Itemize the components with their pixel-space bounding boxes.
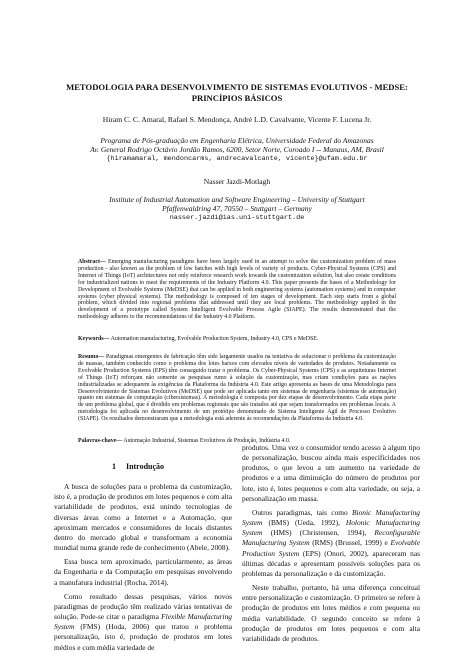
section-heading xyxy=(54,462,232,472)
text-run: Outros paradigmas, tais como xyxy=(252,507,353,517)
text-run: (EPS) (Onori, 2002), apareceram nas últimas décadas e apresentam possíveis soluções para os problemas da personalização e da customização. xyxy=(242,548,420,578)
keywords-text: Automation manufacturing, Evolvable Production System, Industry 4.0, CPS e MeDSE. xyxy=(109,336,319,342)
text-run: (BMS) (Ueda, 1992), xyxy=(262,518,346,528)
affiliation-stuttgart xyxy=(40,195,434,223)
section-number: 1 xyxy=(111,462,116,471)
abstract-label: Abstract— xyxy=(78,259,106,265)
paragraph xyxy=(242,508,420,579)
text-run-italic: Evolvable Production System xyxy=(242,538,420,558)
author-second: Nasser Jazdi-Motlagh xyxy=(203,177,271,186)
affiliation-program: Programa de Pós-graduação em Engenharia Elétrica, Universidade Federal do Amazonas xyxy=(100,136,374,145)
text-run: Como resultado dessas pesquisas, vários novos paradigmas de produção têm realizado várias tentativas de solução. Pode-se citar o paradigma xyxy=(54,591,232,622)
section-title: Introdução xyxy=(125,462,165,471)
text-run-italic: Reconfigurable Manufacturing System xyxy=(242,528,420,548)
text-run-italic: Bionic Manufacturing System xyxy=(242,507,420,528)
title-line-1: METODOLOGIA PARA DESENVOLVIMENTO DE SISTEMAS EVOLUTIVOS - MEDSE: xyxy=(66,82,408,92)
paragraph xyxy=(54,592,232,653)
affiliation-address: Av. General Rodrigo Octávio Jordão Ramos, 6200, Setor Norte, Coroado I -- Manaus, AM, Brasil xyxy=(90,145,384,155)
palavras-chave-label: Palavras-chave— xyxy=(78,438,123,444)
text-run-italic: Holonic Manufacturing System xyxy=(242,518,420,538)
body-column-right xyxy=(242,443,420,644)
text-run: (RMS) (Brussel, 1999) e xyxy=(309,538,391,548)
keywords-english xyxy=(78,336,396,343)
abstract-text: Emerging manufacturing paradigms have been largely used in an attempt to solve the customization problem of mass production - also known as the problem of low batches with high levels of variety of products. Cyber-Physical Systems (CPS) and Internet of Things (IoT) architectures not only reinforce research work towards the customization solution, but also create conditions for industrialized nations to meet the requirements of the Industry Platform 4.0. This paper presents the bases of a Methodology for Development of Evolvable Systems (MeDSE) that can be applied in both engineering systems (automation systems) and in computer systems (cyber physical systems). The methodology is composed of ten stages of development. Each step starts from a global problem, which divided into regional problems that addressed until they are local problems. The methodology applied in the development of a prototype called System Intelligent Evolvable Process Agile (SIAPE). The results demonstrated that the methodology adheres to the recommendations of the Industry 4.0 Platform. xyxy=(78,259,396,321)
text-run: (FMS) (Hoda, 2006) que tratou o problema personalização, isto é, produção de produtos em lotes médios e com média variedade de xyxy=(54,622,232,652)
paragraph: Essa busca tem aproximado, particularmente, as áreas da Engenharia e da Computação em pesquisas envolvendo a manufatura industrial (Rocha, 2014). xyxy=(54,557,232,587)
affiliation-ufam xyxy=(40,136,434,164)
paragraph: Neste trabalho, portanto, há uma diferença conceitual entre personalização e customização. O primeiro se refere à produção de produtos em lotes médios e com pequena ou média variabilidade. O segundo conceito se refere à produção de produtos em lotes pequenos e com alta variabilidade de produtos. xyxy=(242,583,420,643)
abstract-portuguese xyxy=(78,354,396,423)
affiliation-emails: {hiramamaral, mendoncarms, andrecavalcante, vicente}@ufam.edu.br xyxy=(106,154,368,163)
affiliation-institute: Institute of Industrial Automation and Software Engineering – University of Stuttgart xyxy=(109,195,365,204)
paper-title xyxy=(40,82,434,103)
paragraph: produtos. Uma vez o consumidor tendo acesso à algum tipo de personalização, buscou ainda mais especificidades nos produtos, o que levou a um aumento na variedade de produtos e a uma diminuição do número de produtos por lote, isto é, lotes pequenos e com alta variedade, ou seja, a personalização em massa. xyxy=(242,443,420,503)
author-list: Hiram C. C. Amaral, Rafael S. Mendonça, André L.D. Cavalvante, Vicente F. Lucena Jr. xyxy=(102,115,372,124)
abstract-english xyxy=(78,259,396,321)
resumo-text: Paradigmas emergentes de fabricação têm sido largamente usados na tentativa de solucionar o problema da customização de massas, também conhecido como o problema dos lotes baixos com elevados níveis de variedades de produtos. Notadamente os Evolvable Production Systems (EPS) têm conseguido tratar o problema. Os Cyber-Physical Systems (CPS) e as arquiteturas Internet of Things (IoT) reforçam não somente as pesquisas rumo à solução da customização, mas criam condições para as nações industrializadas se adequarem às exigências da Plataforma da Indústria 4.0. Este artigo apresenta as bases de uma Metodologia para Desenvolvimento de Sistemas Evolutivos (MeDSE) que pode ser aplicada tanto em sistemas de engenharia (sistemas de automação) quanto em sistemas de computação (cibersistemas). A metodologia é composta por dez etapas de desenvolvimento. Cada etapa parte de um problema global, que é dividido em problemas regionais que são tratados até que sejam transformados em problemas locais. A metodologia foi aplicada no desenvolvimento de um protótipo denominado de Sistema Inteligente Ágil de Processo Evolutivo (SIAPE). Os resultados demonstraram que a metodologia está aderente às recomendações da Plataforma da Indústria 4.0. xyxy=(78,354,396,423)
paragraph: A busca de soluções para o problema da customização, isto é, a produção de produtos em lotes pequenos e com alta variabilidade de produtos, está unindo tecnologias de diversas áreas como a Internet e a Automação, que aproximam mercados e consumidores de locais distantes dentro do mercado global e transformam a economia mundial numa grande rede de conhecimento (Abele, 2008). xyxy=(54,482,232,553)
resumo-label: Resumo— xyxy=(78,354,105,360)
text-run-italic: Flexible Manufacturing System xyxy=(54,612,232,632)
affiliation-email-2: nasser.jazdi@ias.uni-stuttgart.de xyxy=(169,213,305,222)
text-run: (HMS) (Christensen, 1994), xyxy=(262,528,375,538)
body-column-left xyxy=(54,446,232,653)
keywords-label: Keywords— xyxy=(78,336,110,342)
title-line-2: PRINCÍPIOS BÁSICOS xyxy=(191,92,283,103)
affiliation-address-2: Pfaffenwaldring 47, 70550 – Stuttgart – Germany xyxy=(162,204,312,214)
palavras-chave-text: Automação Industrial, Sistemas Evolutivos de Produção, Indústria 4.0. xyxy=(122,438,291,444)
